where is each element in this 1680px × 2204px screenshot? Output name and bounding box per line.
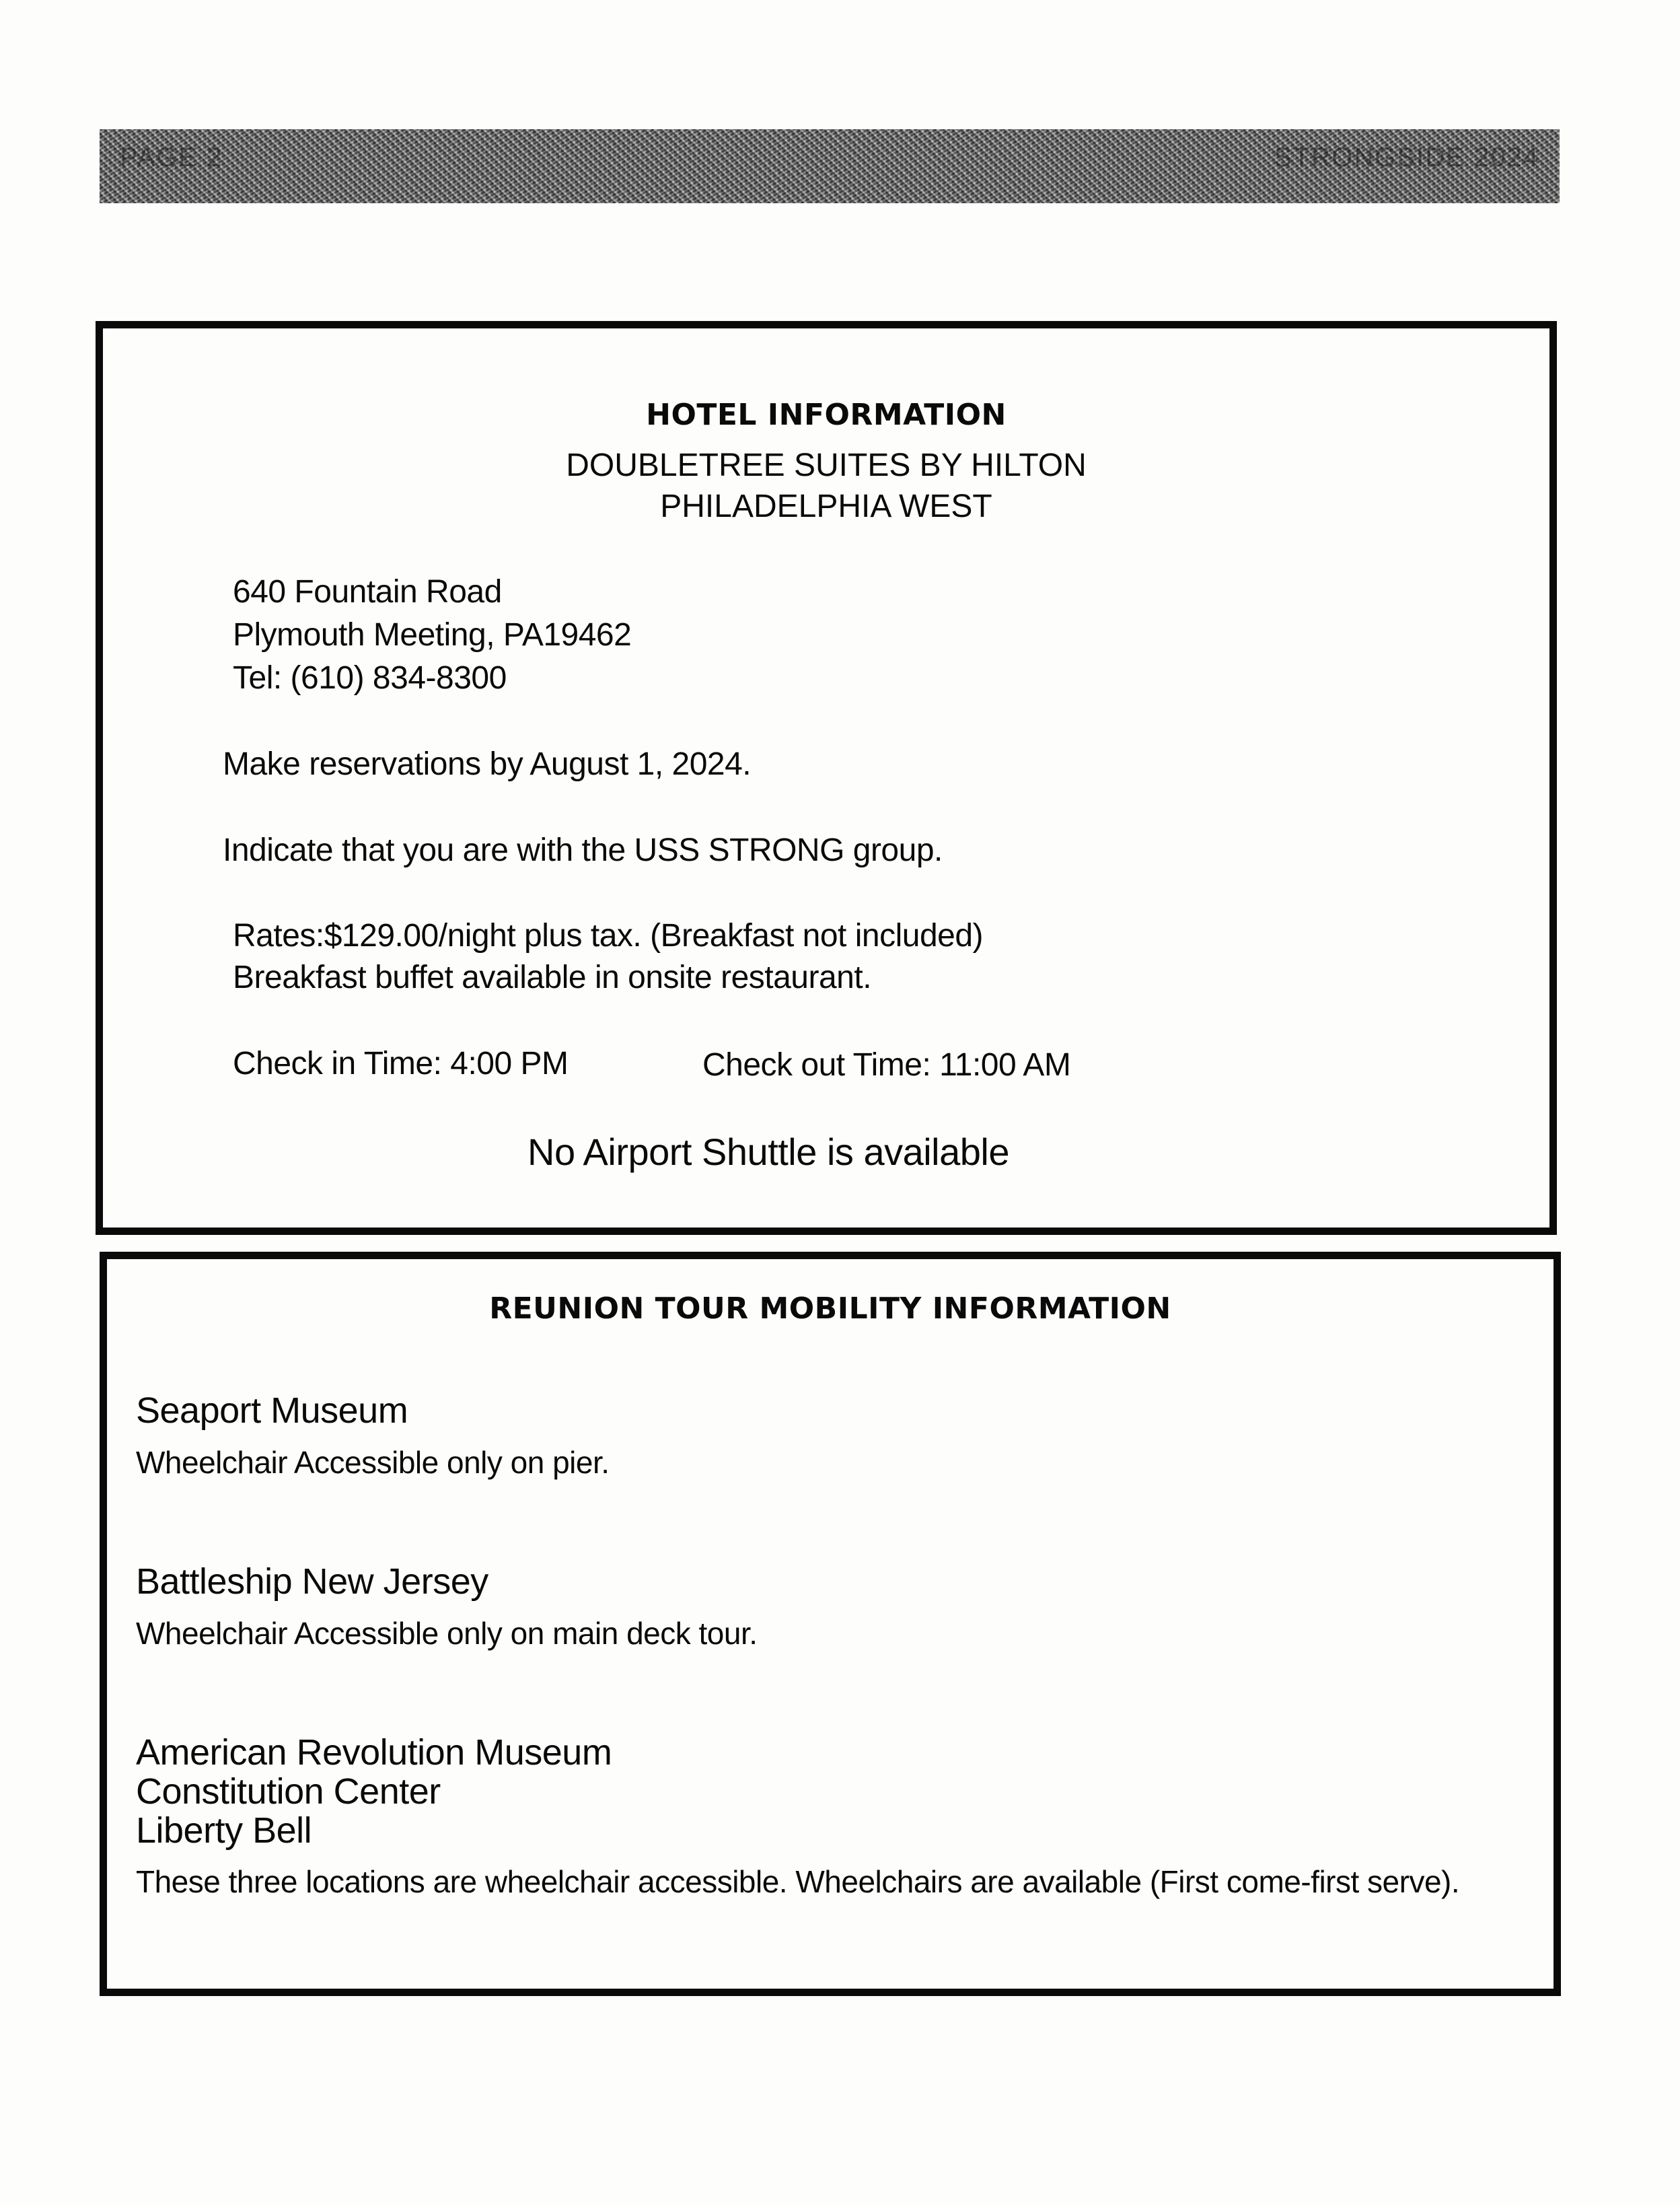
reservation-note: Make reservations by August 1, 2024.: [223, 746, 752, 782]
hotel-name-line2: PHILADELPHIA WEST: [660, 489, 992, 524]
hotel-address-line2: Plymouth Meeting, PA19462: [233, 617, 632, 653]
group-note: Indicate that you are with the USS STRONG group.: [223, 832, 943, 868]
breakfast-note: Breakfast buffet available in onsite restaurant.: [233, 960, 872, 995]
shuttle-note: No Airport Shuttle is available: [527, 1131, 1009, 1173]
tour-mobility-box: [100, 1252, 1561, 1996]
header-band: [100, 129, 1560, 203]
check-out-time: Check out Time: 11:00 AM: [702, 1047, 1071, 1083]
hotel-name-line1: DOUBLETREE SUITES BY HILTON: [566, 448, 1087, 483]
header-band-left-text: PAGE 2: [120, 143, 223, 172]
group-location-title: Liberty Bell: [136, 1810, 312, 1851]
location-note: Wheelchair Accessible only on main deck tour.: [136, 1616, 758, 1651]
group-location-title: American Revolution Museum: [136, 1732, 612, 1773]
location-note: Wheelchair Accessible only on pier.: [136, 1445, 610, 1480]
hotel-heading: HOTEL INFORMATION: [646, 398, 1007, 432]
location-title: Seaport Museum: [136, 1390, 408, 1431]
header-band-right-text: STRONGSIDE 2024: [1274, 143, 1539, 172]
hotel-phone: Tel: (610) 834-8300: [233, 660, 507, 696]
location-title: Battleship New Jersey: [136, 1561, 488, 1602]
tour-heading: REUNION TOUR MOBILITY INFORMATION: [489, 1291, 1171, 1326]
group-location-title: Constitution Center: [136, 1771, 441, 1812]
group-location-note: These three locations are wheelchair accessible. Wheelchairs are available (First come-first serve).: [136, 1864, 1460, 1899]
hotel-information-box: [96, 321, 1557, 1235]
check-in-time: Check in Time: 4:00 PM: [233, 1046, 569, 1081]
hotel-address-line1: 640 Fountain Road: [233, 574, 502, 610]
rates: Rates:$129.00/night plus tax. (Breakfast not included): [233, 918, 984, 954]
